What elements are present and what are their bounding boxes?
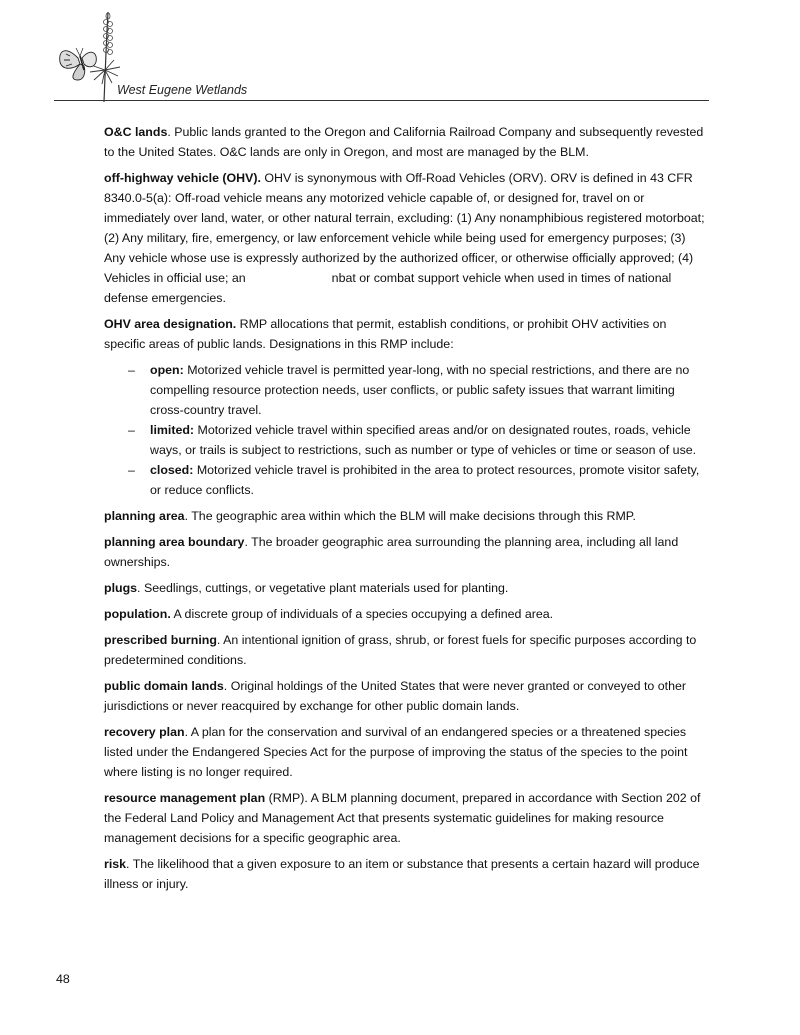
glossary-term: plugs	[104, 581, 138, 595]
glossary-entry	[104, 854, 709, 894]
term-separator: .	[126, 857, 133, 871]
glossary-term: population.	[104, 607, 171, 621]
designation-term: limited:	[150, 423, 195, 437]
term-separator: .	[167, 125, 175, 139]
glossary-entry	[104, 630, 709, 670]
glossary-entry	[104, 506, 709, 526]
glossary-entry	[104, 578, 709, 598]
designation-item-closed	[128, 460, 709, 500]
header-rule	[54, 100, 709, 101]
term-separator: .	[137, 581, 144, 595]
glossary-term: O&C lands	[104, 125, 168, 139]
glossary-entry	[104, 314, 709, 354]
glossary-definition: OHV is synonymous with Off-Road Vehicles (ORV). ORV is defined in 43 CFR 8340.0-5(a): Off-road vehicle means any motorized vehicle capable of, or designed for, travel on or immediately over land, water, or other natural terrain, excluding: (1) Any nonamphibious registered motorboat; (2) Any military, fire, emergency, or law enforcement vehicle while being used for emergency purposes; (3) Any vehicle whose use is expressly authorized by the authorized officer, or otherwise officially approved; (4) Vehicles in official use; an	[104, 171, 705, 285]
glossary-definition: (RMP). A BLM planning document, prepared in accordance with Section 202 of the Federal Land Policy and Management Act that presents systematic guidelines for making resource management decisions for a specific geographic area.	[104, 791, 701, 845]
glossary-entry	[104, 168, 709, 308]
glossary-term: planning area boundary	[104, 535, 245, 549]
glossary-definition: The likelihood that a given exposure to an item or substance that presents a certain hazard will produce illness or injury.	[104, 857, 700, 891]
glossary-definition: Original holdings of the United States that were never granted or conveyed to other jurisdictions or never reacquired by exchange for other public domain lands.	[104, 679, 686, 713]
page-header	[54, 8, 709, 102]
glossary-entry	[104, 604, 709, 624]
glossary-entry	[104, 788, 709, 848]
glossary-content	[104, 122, 709, 900]
designation-text: Motorized vehicle travel within specified areas and/or on designated routes, roads, vehicle ways, or trails is subject to restrictions, such as number or type of vehicles or time or season of use.	[150, 423, 697, 457]
designation-item-open	[128, 360, 709, 420]
list-dash: –	[128, 423, 135, 437]
designation-term: closed:	[150, 463, 194, 477]
header-title: West Eugene Wetlands	[117, 83, 248, 97]
designation-text: Motorized vehicle travel is prohibited in the area to protect resources, promote visitor safety, or reduce conflicts.	[150, 463, 700, 497]
designation-item-limited	[128, 420, 709, 460]
glossary-term: prescribed burning	[104, 633, 217, 647]
term-separator: .	[184, 509, 192, 523]
designation-term: open:	[150, 363, 184, 377]
term-separator: .	[244, 535, 252, 549]
glossary-term: risk	[104, 857, 127, 871]
glossary-definition-continued: nbat or combat support vehicle when used in times of national defense emergencies.	[104, 271, 672, 305]
term-separator: .	[184, 725, 191, 739]
glossary-definition: RMP allocations that permit, establish conditions, or prohibit OHV activities on specific areas of public lands. Designations in this RMP include:	[104, 317, 667, 351]
glossary-term: recovery plan	[104, 725, 185, 739]
glossary-term: planning area	[104, 509, 185, 523]
glossary-definition: The broader geographic area surrounding the planning area, including all land ownerships.	[104, 535, 679, 569]
glossary-entry	[104, 532, 709, 572]
glossary-entry	[104, 122, 709, 162]
glossary-term: resource management plan	[104, 791, 266, 805]
glossary-term: public domain lands	[104, 679, 224, 693]
page-number: 48	[56, 972, 70, 986]
term-separator: .	[223, 679, 231, 693]
term-separator: .	[216, 633, 224, 647]
list-dash: –	[128, 463, 135, 477]
designation-list	[104, 360, 709, 500]
glossary-term: OHV area designation.	[104, 317, 237, 331]
glossary-definition: An intentional ignition of grass, shrub, or forest fuels for specific purposes according to predetermined conditions.	[104, 633, 697, 667]
designation-text: Motorized vehicle travel is permitted year-long, with no special restrictions, and there are no compelling resource protection needs, user conflicts, or public safety issues that warrant limiting cross-country travel.	[150, 363, 690, 417]
glossary-definition: Seedlings, cuttings, or vegetative plant materials used for planting.	[143, 581, 509, 595]
glossary-definition: A discrete group of individuals of a species occupying a defined area.	[173, 607, 554, 621]
glossary-definition: The geographic area within which the BLM will make decisions through this RMP.	[191, 509, 636, 523]
glossary-definition: A plan for the conservation and survival of an endangered species or a threatened species listed under the Endangered Species Act for the purpose of improving the status of the species to the point where listing is no longer required.	[104, 725, 688, 779]
glossary-entry	[104, 722, 709, 782]
glossary-entry	[104, 676, 709, 716]
list-dash: –	[128, 363, 135, 377]
glossary-term: off-highway vehicle (OHV).	[104, 171, 261, 185]
glossary-definition: Public lands granted to the Oregon and California Railroad Company and subsequently revested to the United States. O&C lands are only in Oregon, and most are managed by the BLM.	[104, 125, 704, 159]
